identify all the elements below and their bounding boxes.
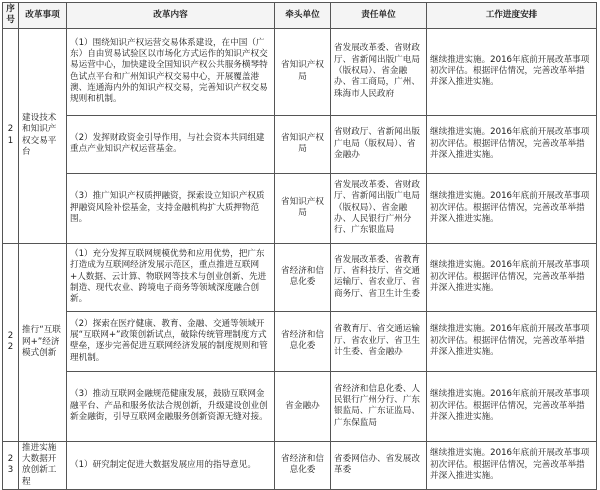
row-content: （2）探索在医疗健康、教育、金融、交通等领域开展“互联网+”政策创新试点，破除传统管理制度方式壁垒，逐步完善促进互联网经济发展的制度规则和管理机制。: [67, 311, 275, 371]
row-progress: 继续推进实施。2016年底前开展改革事项初次评估。根据评估情况，完善改革举措并深入推进实施。: [427, 115, 597, 173]
row-content: （3）推广知识产权质押融资，探索设立知识产权质押融资风险补偿基金，支持金融机构扩大质押物范围。: [67, 173, 275, 243]
row-lead: 省金融办: [275, 371, 331, 441]
row-content: （1）充分发挥互联网规模优势和应用优势，把广东打造成为互联网经济发展示范区，重点推进互联网+人数据、云计算、物联网等技术与创业创新、先进制造、现代农业、跨境电子商务等领域深度融合创新。: [67, 243, 275, 311]
row-item: 建设技术和知识产权交易平台: [19, 28, 67, 243]
row-content: （1）围绕知识产权运营交易体系建设，在中国（广东）自由贸易试验区以市场化方式运作的知识产权交易运营中心，加快建设全国知识产权公共服务横琴特色试点平台和广州知识产权交易中心，开展覆盖港澳、连通海内外的知识产权交易，完善知识产权交易规则和机制。: [67, 28, 275, 115]
reform-table: [2, 2, 597, 490]
row-responsible: 省财政厅、省新闻出版广电局（版权局）、省金融办: [331, 115, 427, 173]
header-responsible: 责任单位: [331, 3, 427, 29]
row-lead: 省知识产权局: [275, 173, 331, 243]
row-content: （2）发挥财政资金引导作用，与社会资本共同组建重点产业知识产权运营基金。: [67, 115, 275, 173]
row-lead: 省知识产权局: [275, 28, 331, 115]
row-item: 推进实施大数据开放创新工程: [19, 441, 67, 489]
row-progress: 继续推进实施。2016年底前开展改革事项初次评估。根据评估情况，完善改革举措并深入推进实施。: [427, 28, 597, 115]
row-content: （1）研究制定促进大数据发展应用的指导意见。: [67, 441, 275, 489]
row-content: （3）推动互联网金融规范健康发展，鼓励互联网金融平台、产品和服务依法合规创新，升级建设创业创新金融街，引导互联网金融服务创新资源无缝对接。: [67, 371, 275, 441]
row-responsible: 省委网信办、省发展改革委: [331, 441, 427, 489]
table-row: [3, 115, 597, 173]
row-lead: 省经济和信息化委: [275, 243, 331, 311]
row-progress: 继续推进实施。2016年底前开展改革事项初次评估。根据评估情况，完善改革举措并深入推进实施。: [427, 311, 597, 371]
row-responsible: 省发展改革委、省教育厅、省科技厅、省交通运输厅、省农业厅、省商务厅、省卫生计生委: [331, 243, 427, 311]
row-lead: 省经济和信息化委: [275, 441, 331, 489]
header-progress: 工作进度安排: [427, 3, 597, 29]
row-responsible: 省经济和信息化委、人民银行广州分行、广东银监局、广东证监局、广东保监局: [331, 371, 427, 441]
table-row: [3, 371, 597, 441]
table-header-row: [3, 3, 597, 29]
row-responsible: 省教育厅、省交通运输厅、省农业厅、省卫生计生委、省金融办: [331, 311, 427, 371]
row-responsible: 省发展改革委、省财政厅、省新闻出版广电局（版权局）、省金融办、人民银行广州分行、广东银监局: [331, 173, 427, 243]
row-progress: 继续推进实施。2016年底前开展改革事项初次评估。根据评估情况，完善改革举措并深入推进实施。: [427, 441, 597, 489]
table-row: [3, 311, 597, 371]
header-item: 改革事项: [19, 3, 67, 29]
header-lead: 牵头单位: [275, 3, 331, 29]
table-row: [3, 243, 597, 311]
header-content: 改革内容: [67, 3, 275, 29]
row-lead: 省知识产权局: [275, 115, 331, 173]
row-seq: 21: [3, 28, 19, 243]
row-item: 推行“互联网+”经济模式创新: [19, 243, 67, 441]
table-row: [3, 441, 597, 489]
header-seq: 序号: [3, 3, 19, 29]
table-row: [3, 28, 597, 115]
row-progress: 继续推进实施。2016年底前开展改革事项初次评估。根据评估情况，完善改革举措并深入推进实施。: [427, 243, 597, 311]
row-seq: 23: [3, 441, 19, 489]
row-progress: 继续推进实施。2016年底前开展改革事项初次评估。根据评估情况，完善改革举措并深入推进实施。: [427, 371, 597, 441]
table-row: [3, 173, 597, 243]
row-lead: 省经济和信息化委: [275, 311, 331, 371]
row-responsible: 省发展改革委、省财政厅、省新闻出版广电局（版权局）、省金融办、省工商局，广州、珠海市人民政府: [331, 28, 427, 115]
row-progress: 继续推进实施。2016年底前开展改革事项初次评估。根据评估情况，完善改革举措并深入推进实施。: [427, 173, 597, 243]
row-seq: 22: [3, 243, 19, 441]
